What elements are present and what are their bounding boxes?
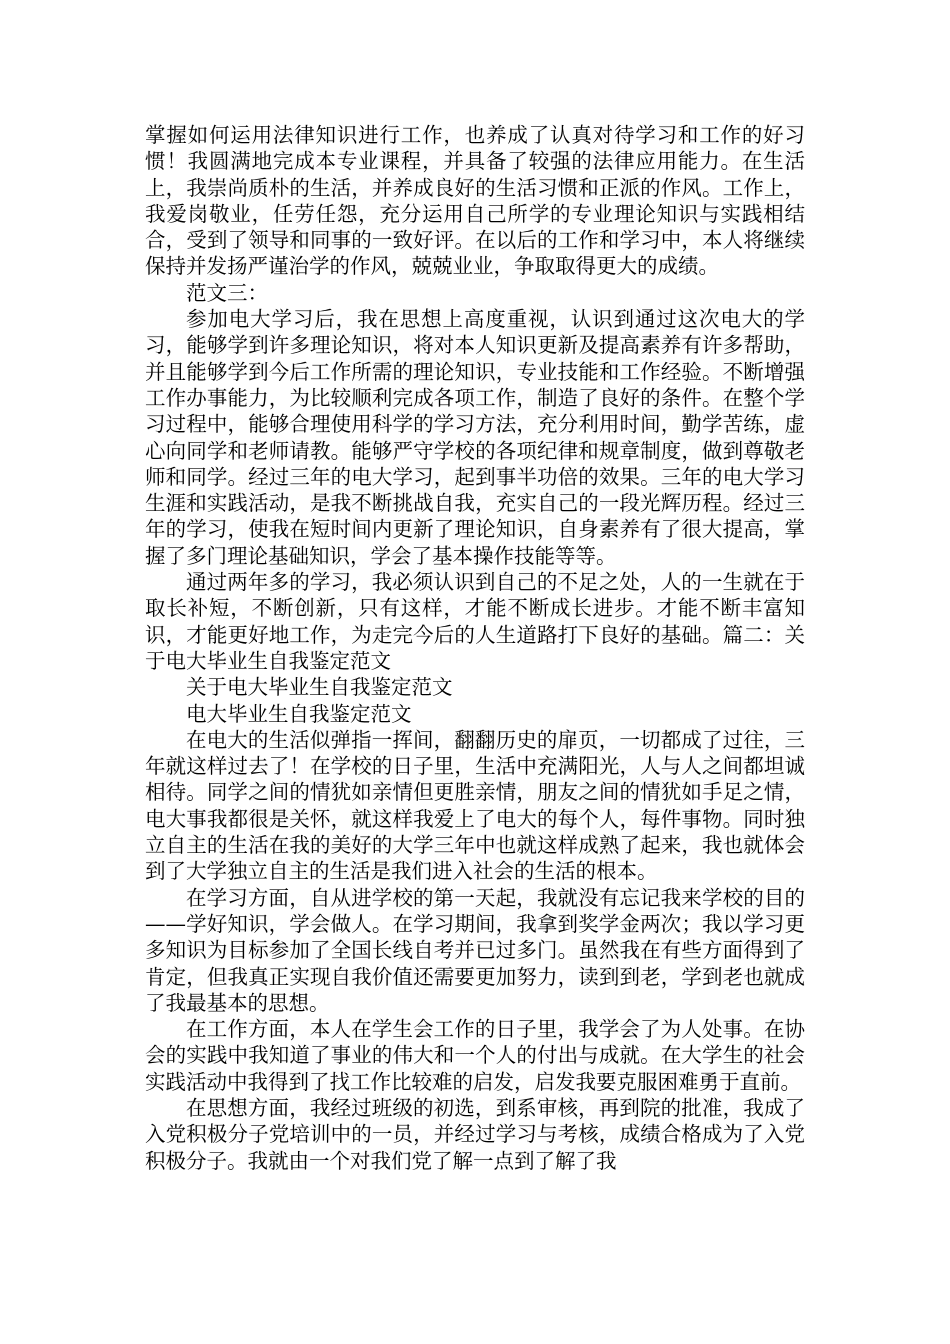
section-heading-fanwen-san: 范文三：	[186, 280, 268, 305]
paragraph-7: 在思想方面，我经过班级的初选，到系审核，再到院的批准，我成了入党积极分子党培训中的一员，并经过学习与考核，成绩合格成为了入党积极分子。我就由一个对我们党了解一点到了解了我	[145, 1095, 805, 1173]
paragraph-1: 掌握如何运用法律知识进行工作，也养成了认真对待学习和工作的好习惯！我圆满地完成本专业课程，并具备了较强的法律应用能力。在生活上，我崇尚质朴的生活，并养成良好的生活习惯和正派的作风。工作上，我爱岗敬业，任劳任怨，充分运用自己所学的专业理论知识与实践相结合，受到了领导和同事的一致好评。在以后的工作和学习中，本人将继续保持并发扬严谨治学的作风，兢兢业业，争取取得更大的成绩。	[145, 123, 805, 279]
document-page	[145, 122, 805, 1174]
paragraph-6: 在工作方面，本人在学生会工作的日子里，我学会了为人处事。在协会的实践中我知道了事业的伟大和一个人的付出与成就。在大学生的社会实践活动中我得到了找工作比较难的启发，启发我要克服困难勇于直前。	[145, 1017, 805, 1094]
section-title: 关于电大毕业生自我鉴定范文	[186, 675, 453, 700]
paragraph-5: 在学习方面，自从进学校的第一天起，我就没有忘记我来学校的目的——学好知识，学会做人。在学习期间，我拿到奖学金两次；我以学习更多知识为目标参加了全国长线自考并已过多门。虽然我在有些方面得到了肯定，但我真正实现自我价值还需要更加努力，读到到老，学到老也就成了我最基本的思想。	[145, 885, 805, 1015]
paragraph-2: 参加电大学习后，我在思想上高度重视，认识到通过这次电大的学习，能够学到许多理论知识，将对本人知识更新及提高素养有许多帮助，并且能够学到今后工作所需的理论知识，专业技能和工作经验。不断增强工作办事能力，为比较顺利完成各项工作，制造了良好的条件。在整个学习过程中，能够合理使用科学的学习方法，充分利用时间，勤学苦练，虚心向同学和老师请教。能够严守学校的各项纪律和规章制度，做到尊敬老师和同学。经过三年的电大学习，起到事半功倍的效果。三年的电大学习生涯和实践活动，是我不断挑战自我，充实自己的一段光辉历程。经过三年的学习，使我在短时间内更新了理论知识，自身素养有了很大提高，掌握了多门理论基础知识，学会了基本操作技能等等。	[145, 307, 805, 568]
section-subtitle: 电大毕业生自我鉴定范文	[186, 701, 412, 726]
paragraph-3: 通过两年多的学习，我必须认识到自己的不足之处，人的一生就在于取长补短，不断创新，只有这样，才能不断成长进步。才能不断丰富知识，才能更好地工作，为走完今后的人生道路打下良好的基础。篇二：关于电大毕业生自我鉴定范文	[145, 570, 805, 673]
paragraph-4: 在电大的生活似弹指一挥间，翻翻历史的扉页，一切都成了过往，三年就这样过去了！在学校的日子里，生活中充满阳光，人与人之间都坦诚相待。同学之间的情犹如亲情但更胜亲情，朋友之间的情犹如手足之情，电大事我都很是关怀，就这样我爱上了电大的每个人，每件事物。同时独立自主的生活在我的美好的大学三年中也就这样成熟了起来，我也就体会到了大学独立自主的生活是我们进入社会的生活的根本。	[145, 727, 805, 884]
